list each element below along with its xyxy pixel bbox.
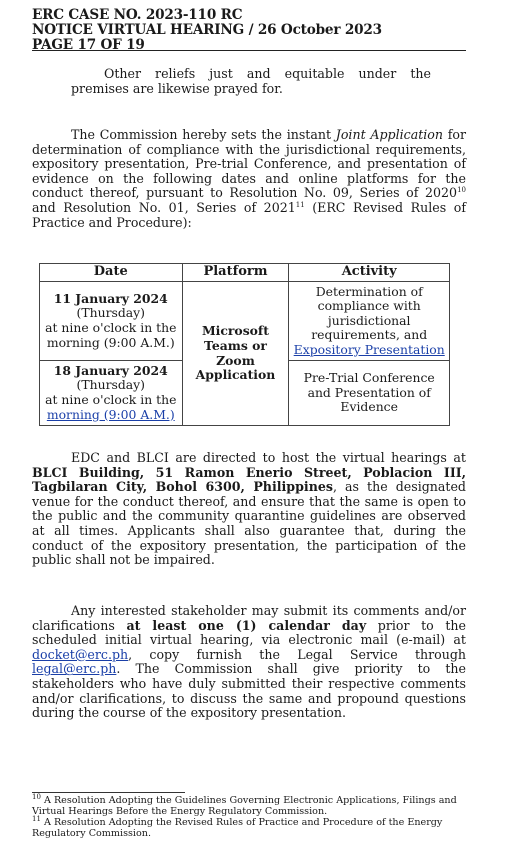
footnote-ref-11: 11 (295, 200, 305, 209)
text-span: , copy furnish the Legal Service through (128, 646, 466, 662)
text-span: and Resolution No. 01, Series of 2021 (32, 199, 296, 215)
day-value: (Thursday) (76, 305, 146, 321)
footnote-number: 11 (32, 814, 41, 823)
activity-text: Determination of compliance with jurisdictional requirements, and (311, 283, 428, 343)
header-rule (32, 50, 466, 51)
activity-cell: Pre-Trial Conference and Presentation of Evidence (289, 361, 450, 426)
day-value: (Thursday) (76, 377, 146, 393)
text-span: for determination of compliance with the jurisdictional requirements, expository presentation, Pre-trial Conference, and presentation of evidence on the following dates and online platforms for the conduct thereof, pursuant to Resolution No. 09, Series of 2020 (32, 127, 466, 201)
docket-email-link[interactable]: docket@erc.ph (32, 646, 129, 662)
footnote-text: A Resolution Adopting the Revised Rules of Practice and Procedure of the Energy Regulatory Commission. (32, 817, 443, 839)
time-line-underlined: morning (9:00 A.M.) (46, 406, 175, 422)
deadline-bold: at least one (1) calendar day (126, 617, 367, 633)
footnote-text: A Resolution Adopting the Guidelines Governing Electronic Applications, Filings and Virtual Hearings Before the Energy Regulatory Commission. (32, 795, 457, 817)
page-number: PAGE 17 OF 19 (32, 37, 145, 53)
text-span: , as the designated venue for the conduct thereof, and ensure that the same is open to the public and the community quarantine guidelines are observed at all times. Applicants shall also guarantee that, during the conduct of the expository presentation, the participation of the public shall not be impaired. (32, 479, 466, 568)
italic-span: Joint Application (335, 127, 443, 142)
text-span: Any interested stakeholder may submit its comments and/or clarifications (32, 603, 466, 633)
table-header-row (40, 264, 450, 282)
date-value: 18 January 2024 (53, 362, 168, 378)
text-span: prior to the scheduled initial virtual hearing, via electronic mail (e-mail) at (32, 617, 466, 648)
case-number: ERC CASE NO. 2023-110 RC (32, 7, 243, 23)
header-activity: Activity (289, 264, 450, 282)
paragraph-other-reliefs: Other reliefs just and equitable under the premises are likewise prayed for. (71, 66, 431, 96)
footnote-ref-10: 10 (457, 186, 466, 195)
date-value: 11 January 2024 (53, 290, 168, 306)
hearing-schedule-table (39, 263, 450, 426)
notice-title: NOTICE VIRTUAL HEARING / 26 October 2023 (32, 22, 382, 38)
footnote-11 (32, 814, 466, 839)
legal-email-link[interactable]: legal@erc.ph (32, 661, 117, 677)
header-date: Date (40, 264, 183, 282)
footnote-10 (32, 792, 466, 817)
text-span: . The Commission shall give priority to the stakeholders who have duly submitted their respective comments and/or clarifications, to discuss the same and propound questions during the course of the expository presentation. (32, 661, 466, 721)
paragraph-venue (32, 451, 466, 568)
table-row (40, 282, 450, 361)
platform-cell: Microsoft Teams or Zoom Application (182, 282, 289, 426)
time-line: morning (9:00 A.M.) (46, 334, 175, 350)
text-span: EDC and BLCI are directed to host the virtual hearings at (71, 450, 466, 465)
activity-text-underlined: Expository Presentation (293, 341, 445, 357)
footnote-number: 10 (32, 792, 41, 801)
header-platform: Platform (182, 264, 289, 282)
date-cell (40, 282, 183, 361)
time-line: at nine o'clock in the (45, 392, 177, 407)
venue-address: BLCI Building, 51 Ramon Enerio Street, Poblacion III, Tagbilaran City, Bohol 6300, Philippines (32, 464, 466, 495)
text-span: (ERC Revised Rules of Practice and Procedure): (32, 199, 466, 230)
time-line: at nine o'clock in the (45, 320, 177, 335)
date-cell (40, 361, 183, 426)
paragraph-commission-sets (32, 128, 466, 230)
activity-cell (289, 282, 450, 361)
paragraph-stakeholder (32, 604, 466, 721)
text-span: The Commission hereby sets the instant (71, 127, 336, 142)
footnote-rule (32, 792, 185, 793)
